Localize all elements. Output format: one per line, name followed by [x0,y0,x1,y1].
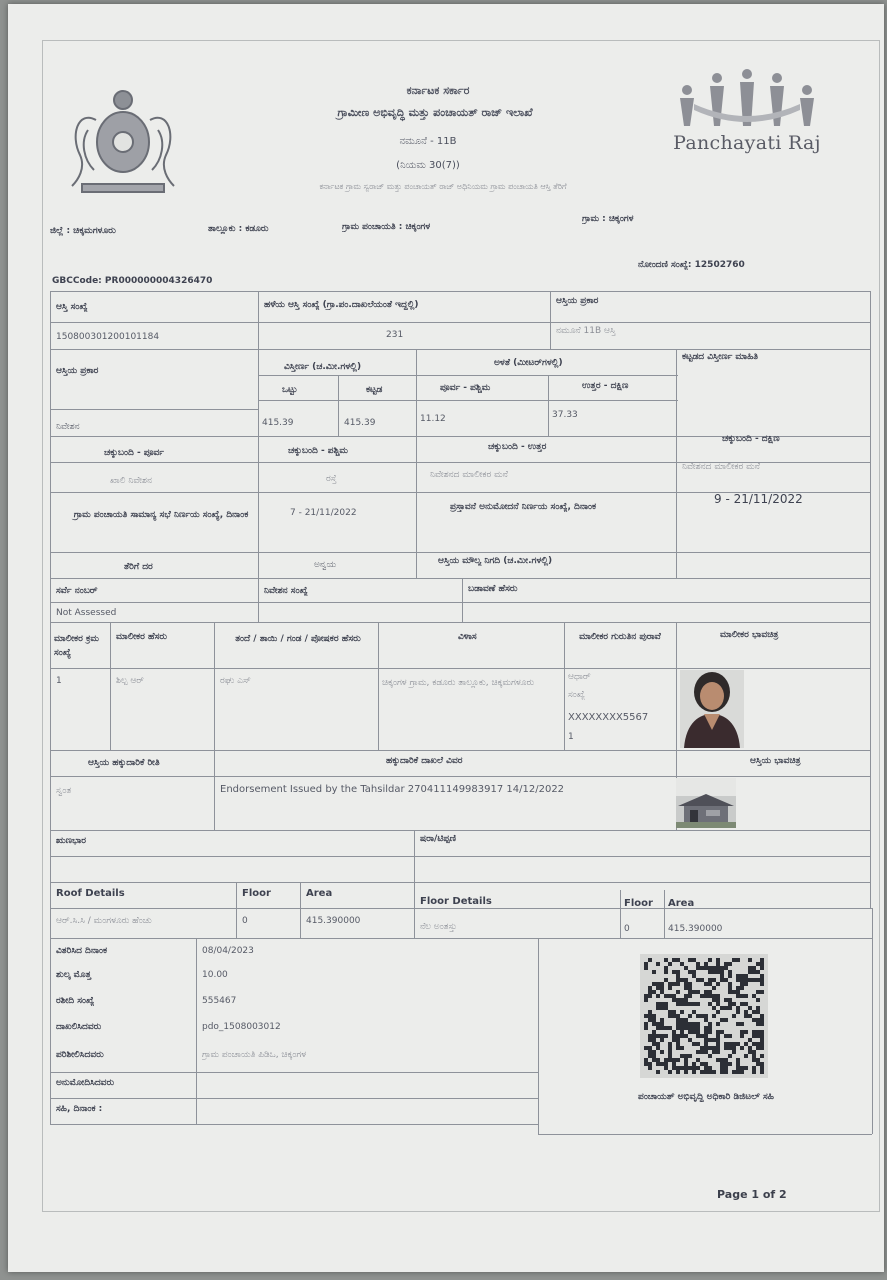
area-total: 415.39 [262,418,294,428]
label-old-property-no: ಹಳೆಯ ಆಸ್ತಿ ಸಂಖ್ಯೆ (ಗ್ರಾ.ಪಂ.ದಾಖಲೆಯಂತೆ ಇದ್ದಲ್ಲಿ) [264,300,419,310]
roof-floor: 0 [242,916,248,926]
label-boundary-north: ಚಕ್ಕುಬಂದಿ - ಉತ್ತರ [488,442,547,452]
label-ownership-type: ಆಸ್ತಿಯ ಹಕ್ಕುದಾರಿಕೆ ರೀತಿ [88,758,160,768]
label-approver: ಅನುಮೋದಿಸಿದವರು [56,1078,115,1088]
receipt-number: 555467 [202,996,237,1006]
panchayati-raj-people-icon [672,68,822,128]
boundary-west: ರಸ್ತೆ [326,474,337,484]
panchayat: ಗ್ರಾಮ ಪಂಚಾಯತಿ : ಚಿಕ್ಕಂಗಳ [342,222,431,232]
boundary-south: ನಿವೇಶನದ ಮಾಲೀಕರ ಮನೆ [682,462,761,472]
label-sign-date: ಸಹಿ, ದಿನಾಂಕ : [56,1104,103,1114]
owner-id-label: ಸಂಖ್ಯೆ [568,690,585,700]
logo-text: Panchayati Raj [673,132,821,154]
label-floor-area: Area [668,898,695,909]
gbc-code: GBCCode: PR000000004326470 [52,276,213,286]
ownership-doc: Endorsement Issued by the Tahsildar 270411149983917 14/12/2022 [220,784,565,795]
dept-title: ಗ್ರಾಮೀಣ ಅಭಿವೃದ್ಧಿ ಮತ್ತು ಪಂಚಾಯತ್ ರಾಜ್ ಇಲಾಖೆ [337,106,533,119]
label-owner-id: ಮಾಲೀಕರ ಗುರುತಿನ ಪುರಾವೆ [579,632,661,642]
label-boundary-west: ಚಕ್ಕುಬಂದಿ - ಪಶ್ಚಿಮ [288,446,348,456]
label-dimension: ಅಳತೆ (ಮೀಟರ್‌ಗಳಲ್ಲಿ) [494,358,563,368]
label-tax-rate: ತೆರಿಗೆ ದರ [124,562,153,572]
label-floor-no: Floor [624,898,653,909]
east-west-length: 11.12 [420,414,446,424]
property-type: ನಮೂನೆ 11B ಆಸ್ತಿ [556,326,616,336]
verifier-name: ಗ್ರಾಮ ಪಂಚಾಯತಿ ಪಿಡಿಒ, ಚಿಕ್ಕಂಗಳ [202,1050,307,1060]
label-property-value: ಆಸ್ತಿಯ ಮೌಲ್ಯ ನಿಗದಿ (ಚ.ಮೀ.ಗಳಲ್ಲಿ) [438,556,553,566]
label-roof-details: Roof Details [56,888,125,899]
floor-area: 415.390000 [668,924,723,934]
operator-id: pdo_1508003012 [202,1022,281,1032]
label-operator: ದಾಖಲಿಸಿದವರು [56,1022,102,1032]
tax-rate: ಅನ್ವಯ [314,560,337,570]
label-fee: ಶುಲ್ಕ ಮೊತ್ತ [56,970,92,980]
page-number: Page 1 of 2 [717,1188,787,1201]
label-floor-details: Floor Details [420,896,492,907]
district: ಜಿಲ್ಲೆ : ಚಿಕ್ಕಮಗಳೂರು [50,226,116,236]
fee-amount: 10.00 [202,970,228,980]
property-photo [676,778,736,828]
label-layout-name: ಬಡಾವಣೆ ಹೆಸರು [468,584,518,594]
owner-photo [680,670,744,748]
label-property-photo: ಆಸ್ತಿಯ ಭಾವಚಿತ್ರ [750,756,801,766]
label-meeting-resolution: ಗ್ರಾಮ ಪಂಚಾಯತಿ ಸಾಮಾನ್ಯ ಸಭೆ ನಿರ್ಣಯ ಸಂಖ್ಯೆ, ದಿನಾಂಕ [73,510,249,520]
label-property-kind: ಆಸ್ತಿಯ ಪ್ರಕಾರ [56,366,99,376]
taluk: ತಾಲ್ಲೂಕು : ಕಡೂರು [208,224,269,234]
label-boundary-south: ಚಕ್ಕುಬಂದಿ - ದಕ್ಷಿಣ [722,434,780,444]
label-property-no: ಆಸ್ತಿ ಸಂಖ್ಯೆ [56,302,88,312]
label-owner-sl: ಮಾಲೀಕರ ಕ್ರಮ ಸಂಖ್ಯೆ [54,634,99,658]
label-area: ವಿಸ್ತೀರ್ಣ (ಚ.ಮೀ.ಗಳಲ್ಲಿ) [284,362,362,372]
old-property-no: 231 [386,330,404,340]
label-remarks: ಷರಾ/ಟಿಪ್ಪಣಿ [420,834,457,844]
label-loan: ಋಣಭಾರ [56,836,87,846]
sub-resolution: 9 - 21/11/2022 [714,492,803,506]
owner-relation: ರಘು ಎಸ್ [220,676,251,686]
roof-area: 415.390000 [306,916,361,926]
label-owner-photo: ಮಾಲೀಕರ ಭಾವಚಿತ್ರ [720,630,779,640]
label-owner-name: ಮಾಲೀಕರ ಹೆಸರು [116,632,168,642]
govt-title: ಕರ್ನಾಟಕ ಸರ್ಕಾರ [406,84,470,97]
owner-id-type: ಆಧಾರ್ [568,672,591,682]
meeting-resolution: 7 - 21/11/2022 [290,508,357,518]
label-verifier: ಪರಿಶೀಲಿಸಿದವರು [56,1050,104,1060]
owner-address: ಚಿಕ್ಕಂಗಳ ಗ್ರಾಮ, ಕಡೂರು ತಾಲ್ಲೂಕು, ಚಿಕ್ಕಮಗಳೂರು [382,678,535,688]
north-south-length: 37.33 [552,410,578,420]
owner-sl: 1 [56,676,62,686]
floor-no: 0 [624,924,630,934]
label-east-west: ಪೂರ್ವ - ಪಶ್ಚಿಮ [440,383,491,393]
survey-no: Not Assessed [56,608,117,618]
owner-name: ಶಿಲ್ಪ ಆರ್ [116,676,144,686]
registration-number: ನೋಂದಣಿ ಸಂಖ್ಯೆ: 12502760 [638,260,745,270]
label-ownership-doc: ಹಕ್ಕುದಾರಿಕೆ ದಾಖಲೆ ವಿವರ [386,756,463,766]
issue-date: 08/04/2023 [202,946,254,956]
panchayati-raj-logo [672,68,822,164]
karnataka-emblem-icon [58,80,188,198]
label-plot-no: ನಿವೇಶನ ಸಂಖ್ಯೆ [264,586,308,596]
ownership-type: ಸ್ವಂತ [56,786,72,796]
floor-type: ನೆಲ ಅಂತಸ್ತು [420,922,457,932]
label-roof-floor: Floor [242,888,271,899]
qr-caption: ಪಂಚಾಯತ್ ಅಭಿವೃದ್ಧಿ ಅಧಿಕಾರಿ ಡಿಜಿಟಲ್ ಸಹಿ [638,1092,774,1102]
label-roof-area: Area [306,888,333,899]
label-north-south: ಉತ್ತರ - ದಕ್ಷಿಣ [582,381,629,391]
owner-id-number: XXXXXXXX5567 [568,712,649,723]
label-issue-date: ವಿತರಿಸಿದ ದಿನಾಂಕ [56,946,108,956]
label-boundary-east: ಚಕ್ಕುಬಂದಿ - ಪೂರ್ವ [104,448,164,458]
document-page [8,4,884,1272]
property-kind: ನಿವೇಶನ [56,422,80,432]
label-owner-relation: ತಂದೆ / ತಾಯಿ / ಗಂಡ / ಪೋಷಕರ ಹೆಸರು [235,634,361,644]
label-survey-no: ಸರ್ವೆ ನಂಬರ್ [56,586,98,596]
boundary-north: ನಿವೇಶನದ ಮಾಲೀಕರ ಮನೆ [430,470,509,480]
label-receipt: ರಶೀದಿ ಸಂಖ್ಯೆ [56,996,95,1006]
label-area-total: ಒಟ್ಟು [282,385,298,395]
area-built: 415.39 [344,418,376,428]
qr-code-icon [640,954,768,1078]
boundary-east: ಖಾಲಿ ನಿವೇಶನ [110,476,152,486]
form-subtitle: ಕರ್ನಾಟಕ ಗ್ರಾಮ ಸ್ವರಾಜ್ ಮತ್ತು ಪಂಚಾಯತ್ ರಾಜ್ ಅಧಿನಿಯಮ ಗ್ರಾಮ ಪಂಚಾಯತಿ ಆಸ್ತಿ ತೆರಿಗೆ [319,182,567,191]
label-owner-address: ವಿಳಾಸ [458,632,477,642]
village: ಗ್ರಾಮ : ಚಿಕ್ಕಂಗಳ [582,214,634,224]
label-sub-resolution: ಪ್ರಸ್ತಾವನೆ ಅನುಮೋದನೆ ನಿರ್ಣಯ ಸಂಖ್ಯೆ, ದಿನಾಂಕ [450,502,597,512]
owner-id-extra: 1 [568,732,574,742]
form-number: ನಮೂನೆ - 11B [399,136,457,147]
roof-type: ಆರ್.ಸಿ.ಸಿ / ಮಂಗಳೂರು ಹೆಂಚು [56,916,152,926]
property-no: 150800301200101184 [56,332,160,342]
rule-number: (ನಿಯಮ 30(7)) [396,160,460,171]
label-property-type: ಆಸ್ತಿಯ ಪ್ರಕಾರ [556,296,599,306]
label-builtup: ಕಟ್ಟಡದ ವಿಸ್ತೀರ್ಣ ಮಾಹಿತಿ [682,352,759,362]
label-area-built: ಕಟ್ಟಡ [366,385,383,395]
